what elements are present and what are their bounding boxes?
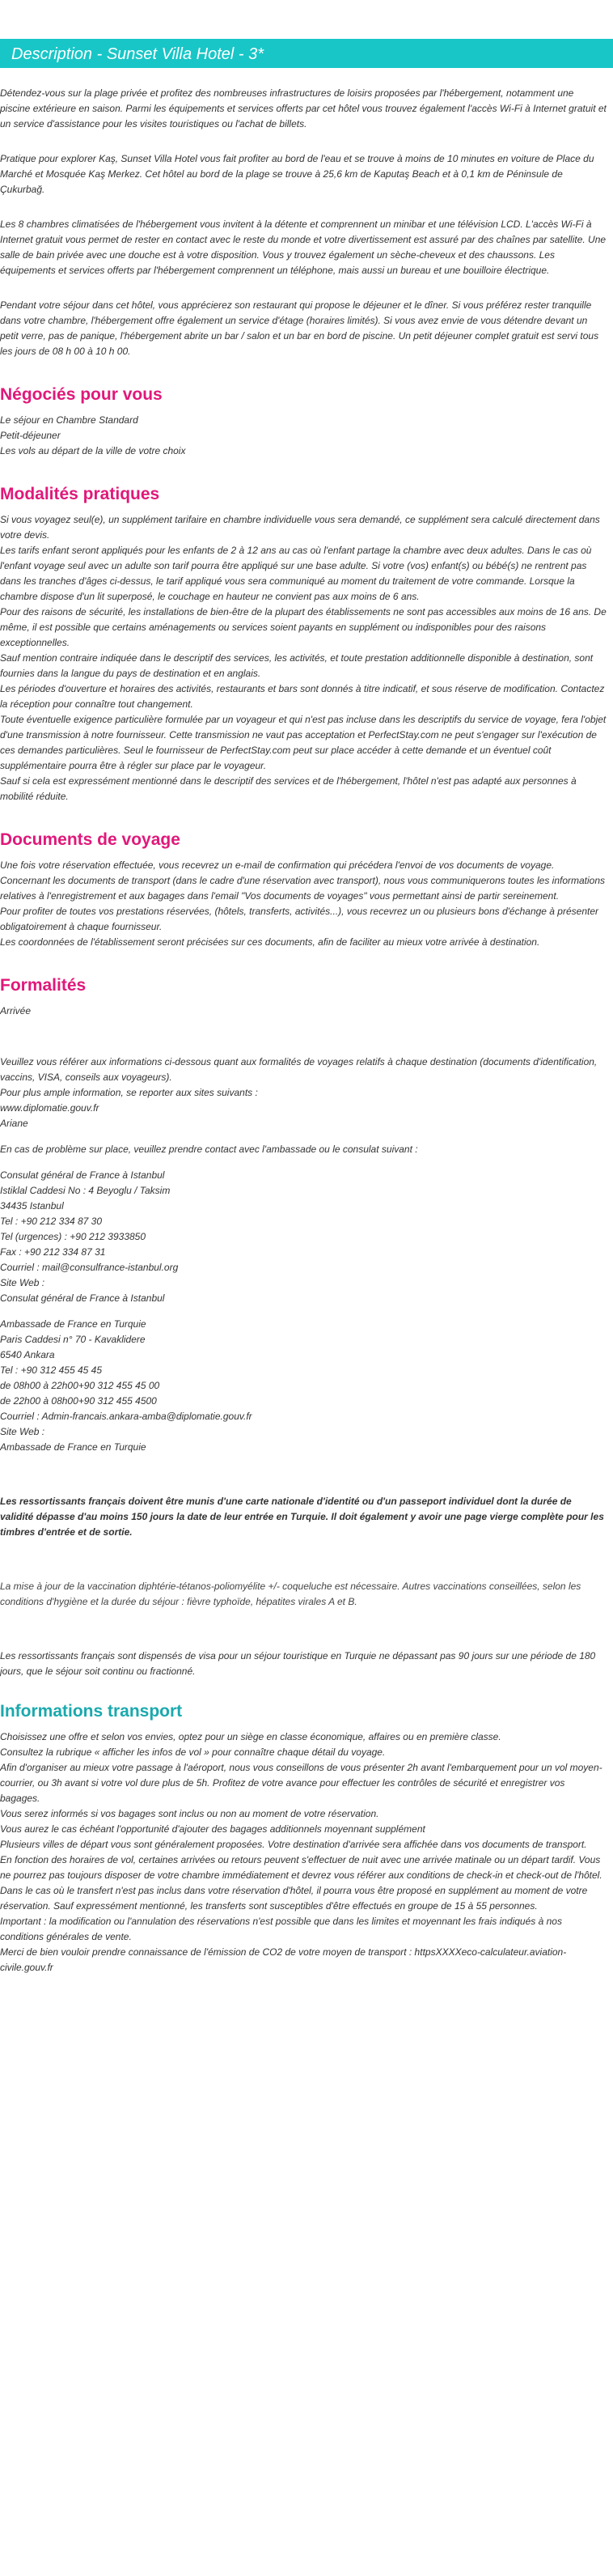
- list-item: Le séjour en Chambre Standard: [0, 414, 138, 426]
- transport-text: Choisissez une offre et selon vos envies, optez pour un siège en classe économique, affaires ou en première classe. Consultez la rubrique « afficher les infos de vol » pour connaître chaque détail du voyage. Afin d'organiser au mieux votre passage à l'aéroport, nous vous conseillons de vous présenter 2h avant l'embarquement pour un vol moyen-courrier, ou 3h avant si votre vol dure plus de 5h. Profitez de votre avance pour effectuer les contrôles de sécurité et enregistrer vos bagages. Vous serez informés si vos bagages sont inclus ou non au moment de votre réservation. Vous aurez le cas échéant l'opportunité d'ajouter des bagages additionnels moyennant supplément Plusieurs villes de départ vous sont généralement proposées. Votre destination d'arrivée sera affichée dans vos documents de transport. En fonction des horaires de vol, certaines arrivées ou retours peuvent s'effectuer de nuit avec une arrivée matinale ou un départ tardif. Vous ne pourrez pas toujours disposer de votre chambre immédiatement et devrez vous référer aux conditions de check-in et check-out de l'hôtel. Dans le cas où le transfert n'est pas inclus dans votre réservation d'hôtel, il pourra vous être proposé en supplément au moment de votre réservation. Sauf expressément mentionné, les transferts sont susceptibles d'être effectués en groupe de 15 à 55 personnes. Important : la modification ou l'annulation des réservations n'est possible que dans les limites et moyennant les frais indiqués à nos conditions générales de vente. Merci de bien vouloir prendre connaissance de l'émission de CO2 de votre moyen de transport : httpsXXXXeco-calculateur.aviation-civile.gouv.fr: [0, 1731, 602, 1973]
- ressortissants-notice: Les ressortissants français doivent être munis d'une carte nationale d'identité ou d'un passeport individuel dont la durée de validité dépasse d'au moins 150 jours la date de leur entrée en Turquie. Il doit également y avoir une page vierge complète pour les timbres d'entrée et de sortie.: [0, 1496, 604, 1538]
- section-title-negocies: Négociés pour vous: [0, 385, 163, 404]
- description-paragraph: Les 8 chambres climatisées de l'hébergement vous invitent à la détente et comprennent un minibar et une télévision LCD. L'accès Wi-Fi à Internet gratuit vous permet de rester en contact avec le reste du monde et votre divertissement est assuré par des chaînes par satellite. Une salle de bain privée avec une douche est à votre disposition. Vous y trouvez également un sèche-cheveux et des chaussons. Les équipements et services offerts par l'hébergement comprennent un téléphone, mais aussi un bureau et une bouilloire électrique.: [0, 219, 607, 276]
- section-title-modalites: Modalités pratiques: [0, 485, 160, 503]
- section-title-transport: Informations transport: [0, 1702, 183, 1721]
- formalites-intro: Veuillez vous référer aux informations ci-dessous quant aux formalités de voyages relatifs à chaque destination (documents d'identification, vaccins, VISA, conseils aux voyageurs). Pour plus ample information, se reporter aux sites suivants : www.diplomatie.gouv.fr Ariane: [0, 1056, 598, 1129]
- consulat-block: Consulat général de France à Istanbul Istiklal Caddesi No : 4 Beyoglu / Taksim 34435 Istanbul Tel : +90 212 334 87 30 Tel (urgences) : +90 212 3933850 Fax : +90 212 334 87 31 Courriel : mail@consulfrance-istanbul.org Site Web : Consulat général de France à Istanbul: [0, 1169, 179, 1304]
- description-paragraph: Détendez-vous sur la plage privée et profitez des nombreuses infrastructures de loisirs proposées par l'hébergement, notamment une piscine extérieure en saison. Parmi les équipements et services offerts par cet hôtel vous trouvez également l'accès Wi-Fi à Internet gratuit et un service d'assistance pour les visites touristiques ou l'achat de billets.: [0, 87, 607, 129]
- documents-text: Une fois votre réservation effectuée, vous recevrez un e-mail de confirmation qui précédera l'envoi de vos documents de voyage. Concernant les documents de transport (dans le cadre d'une réservation avec transport), nous vous communiquerons toutes les informations relatives à l'enregistrement et aux bagages dans l'email "Vos documents de voyages" vous permettant ainsi de partir sereinement. Pour profiter de toutes vos prestations réservées, (hôtels, transferts, activités...), vous recevrez un ou plusieurs bons d'échange à présenter obligatoirement à chaque fournisseur. Les coordonnées de l'établissement seront précisées sur ces documents, afin de faciliter au mieux votre arrivée à destination.: [0, 859, 606, 948]
- page-title: Description - Sunset Villa Hotel - 3*: [11, 45, 264, 63]
- visa-notice: Les ressortissants français sont dispensés de visa pour un séjour touristique en Turquie ne dépassant pas 90 jours sur une période de 180 jours, que le séjour soit continu ou fractionné.: [0, 1650, 596, 1677]
- description-paragraph: Pendant votre séjour dans cet hôtel, vous apprécierez son restaurant qui propose le déjeuner et le dîner. Si vous préférez rester tranquille dans votre chambre, l'hébergement offre également un service d'étage (horaires limités). Si vous avez envie de vous détendre devant un petit verre, pas de panique, l'hébergement abrite un bar / salon et un bar en bord de piscine. Un petit déjeuner complet gratuit est servi tous les jours de 08 h 00 à 10 h 00.: [0, 299, 599, 357]
- ambassade-block: Ambassade de France en Turquie Paris Caddesi n° 70 - Kavaklidere 6540 Ankara Tel : +90 312 455 45 45 de 08h00 à 22h00+90 312 455 45 00 de 22h00 à 08h00+90 312 455 4500 Courriel : Admin-francais.ankara-amba@diplomatie.gouv.fr Site Web : Ambassade de France en Turquie: [0, 1318, 252, 1453]
- main-content: [0, 68, 613, 1975]
- description-paragraph: Pratique pour explorer Kaş, Sunset Villa Hotel vous fait profiter au bord de l'eau et se trouve à moins de 10 minutes en voiture de Place du Marché et Mosquée Kaş Merkez. Cet hôtel au bord de la plage se trouve à 25,6 km de Kaputaş Beach et à 0,1 km de Péninsule de Çukurbağ.: [0, 153, 594, 195]
- vaccination-notice: La mise à jour de la vaccination diphtérie-tétanos-poliomyélite +/- coqueluche est nécessaire. Autres vaccinations conseillées, selon les conditions d'hygiène et la durée du séjour : fièvre typhoïde, hépatites virales A et B.: [0, 1581, 581, 1607]
- modalites-text: Si vous voyagez seul(e), un supplément tarifaire en chambre individuelle vous sera demandé, ce supplément sera calculé directement dans votre devis. Les tarifs enfant seront appliqués pour les enfants de 2 à 12 ans au cas où l'enfant partage la chambre avec deux adultes. Dans le cas où l'enfant voyage seul avec un adulte son tarif pourra être appliqué sur une base adulte. Si votre (vos) enfant(s) ou bébé(s) ne rentrent pas dans les tranches d'âges ci-dessus, le tarif appliqué vous sera communiqué au moment du traitement de votre commande. Lorsque la chambre dispose d'un lit superposé, le couchage en hauteur ne convient pas aux moins de 6 ans. Pour des raisons de sécurité, les installations de bien-être de la plupart des établissements ne sont pas accessibles aux moins de 16 ans. De même, il est possible que certains aménagements ou services soient payants en supplément ou indisponibles pour des raisons exceptionnelles. Sauf mention contraire indiquée dans le descriptif des services, les activités, et toute prestation additionnelle disponible à destination, sont fournies dans la langue du pays de destination et en anglais. Les périodes d'ouverture et horaires des activités, restaurants et bars sont donnés à titre indicatif, et sous réserve de modification. Contactez la réception pour connaître tout changement. Toute éventuelle exigence particulière formulée par un voyageur et qui n'est pas incluse dans les descriptifs du service de voyage, fera l'objet d'une transmission à notre fournisseur. Cette transmission ne vaut pas acceptation et PerfectStay.com ne peut s'engager sur l'exécution de ces demandes particulières. Seul le fournisseur de PerfectStay.com peut sur place accéder à cette demande et un éventuel coût supplémentaire pourra être à régler sur place par le voyageur. Sauf si cela est expressément mentionné dans le descriptif des services et de l'hébergement, l'hôtel n'est pas adapté aux personnes à mobilité réduite.: [0, 514, 607, 802]
- formalites-arrivee: Arrivée: [0, 1005, 32, 1016]
- formalites-probleme: En cas de problème sur place, veuillez prendre contact avec l'ambassade ou le consulat suivant :: [0, 1144, 418, 1155]
- section-title-documents: Documents de voyage: [0, 830, 180, 849]
- list-item: Petit-déjeuner: [0, 430, 61, 441]
- section-title-formalites: Formalités: [0, 976, 87, 995]
- page-title-banner: [0, 39, 613, 68]
- list-item: Les vols au départ de la ville de votre choix: [0, 445, 186, 456]
